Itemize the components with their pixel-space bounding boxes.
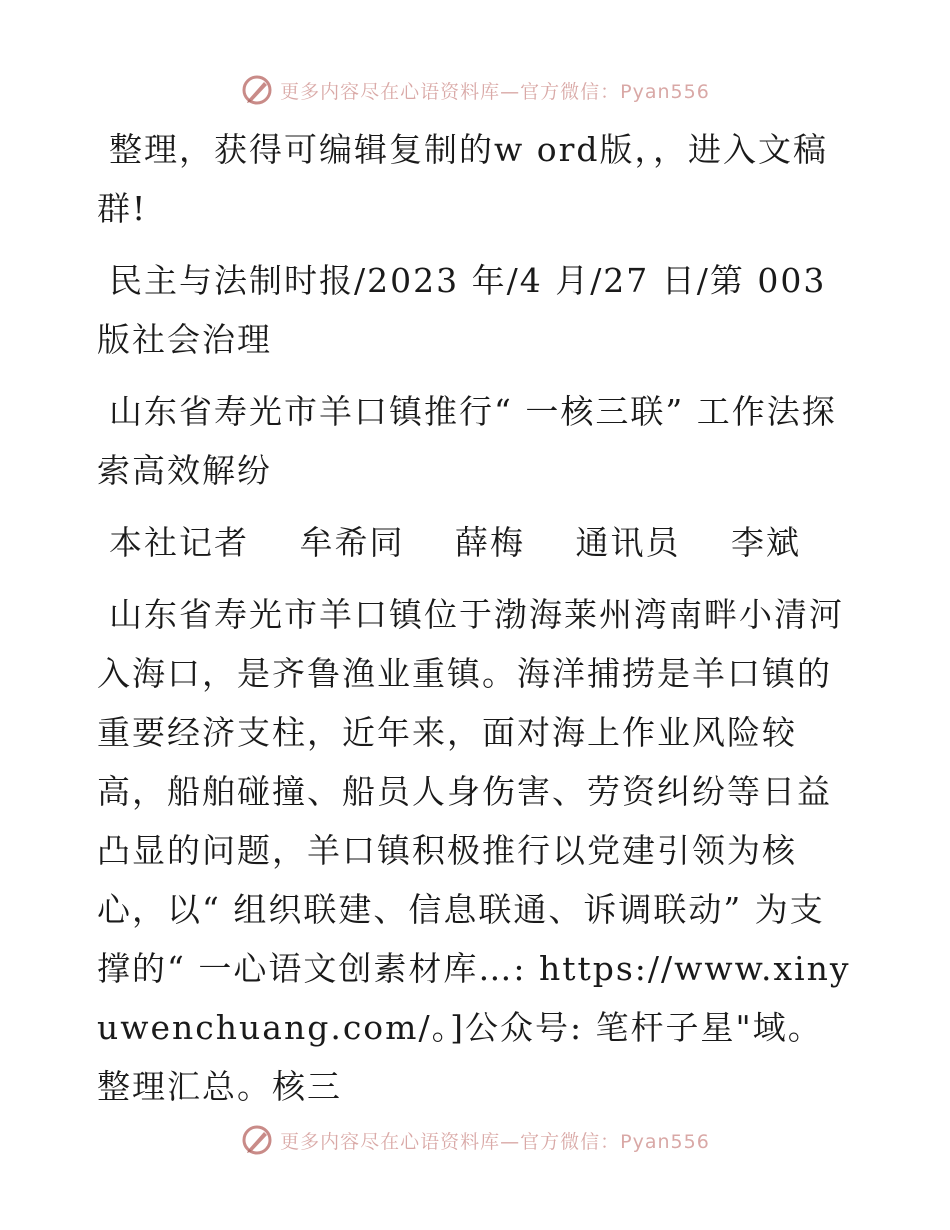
- article-content: [97, 120, 857, 1116]
- byline-role-correspondent: 通讯员: [575, 523, 681, 562]
- article-headline: 山东省寿光市羊口镇推行“ 一核三联” 工作法探索高效解纷: [97, 392, 837, 490]
- byline-role-reporter: 本社记者: [109, 523, 249, 562]
- header-banner: [0, 70, 950, 110]
- banner-text: 更多内容尽在心语资料库—官方微信：Pyan556: [280, 80, 710, 103]
- byline-author-3: 李斌: [731, 523, 801, 562]
- intro-paragraph: 整理，获得可编辑复制的w ord版，，进入文稿群!: [97, 130, 829, 228]
- banner-text: 更多内容尽在心语资料库—官方微信：Pyan556: [280, 1130, 710, 1153]
- body-paragraph: 山东省寿光市羊口镇位于渤海莱州湾南畔小清河入海口，是齐鲁渔业重镇。海洋捕捞是羊口镇的重要经济支柱，近年来，面对海上作业风险较高，船舶碰撞、船员人身伤害、劳资纠纷等日益凸显的问题，羊口镇积极推行以党建引领为核心，以“ 组织联建、信息联通、诉调联动” 为支撑的“ 一心语文创素材库…: https://www.xinyuwenchuang.com/。]公众号: 笔杆子星"域。整理汇总。核三: [97, 595, 851, 1106]
- byline-author-1: 牟希同: [299, 523, 405, 562]
- footer-banner: [0, 1120, 950, 1160]
- source-line: 民主与法制时报/2023 年/4 月/27 日/第 003 版社会治理: [97, 261, 827, 359]
- byline-author-2: 薛梅: [455, 523, 525, 562]
- byline: [97, 513, 857, 572]
- pen-logo-icon: [240, 1123, 274, 1157]
- pen-logo-icon: [240, 73, 274, 107]
